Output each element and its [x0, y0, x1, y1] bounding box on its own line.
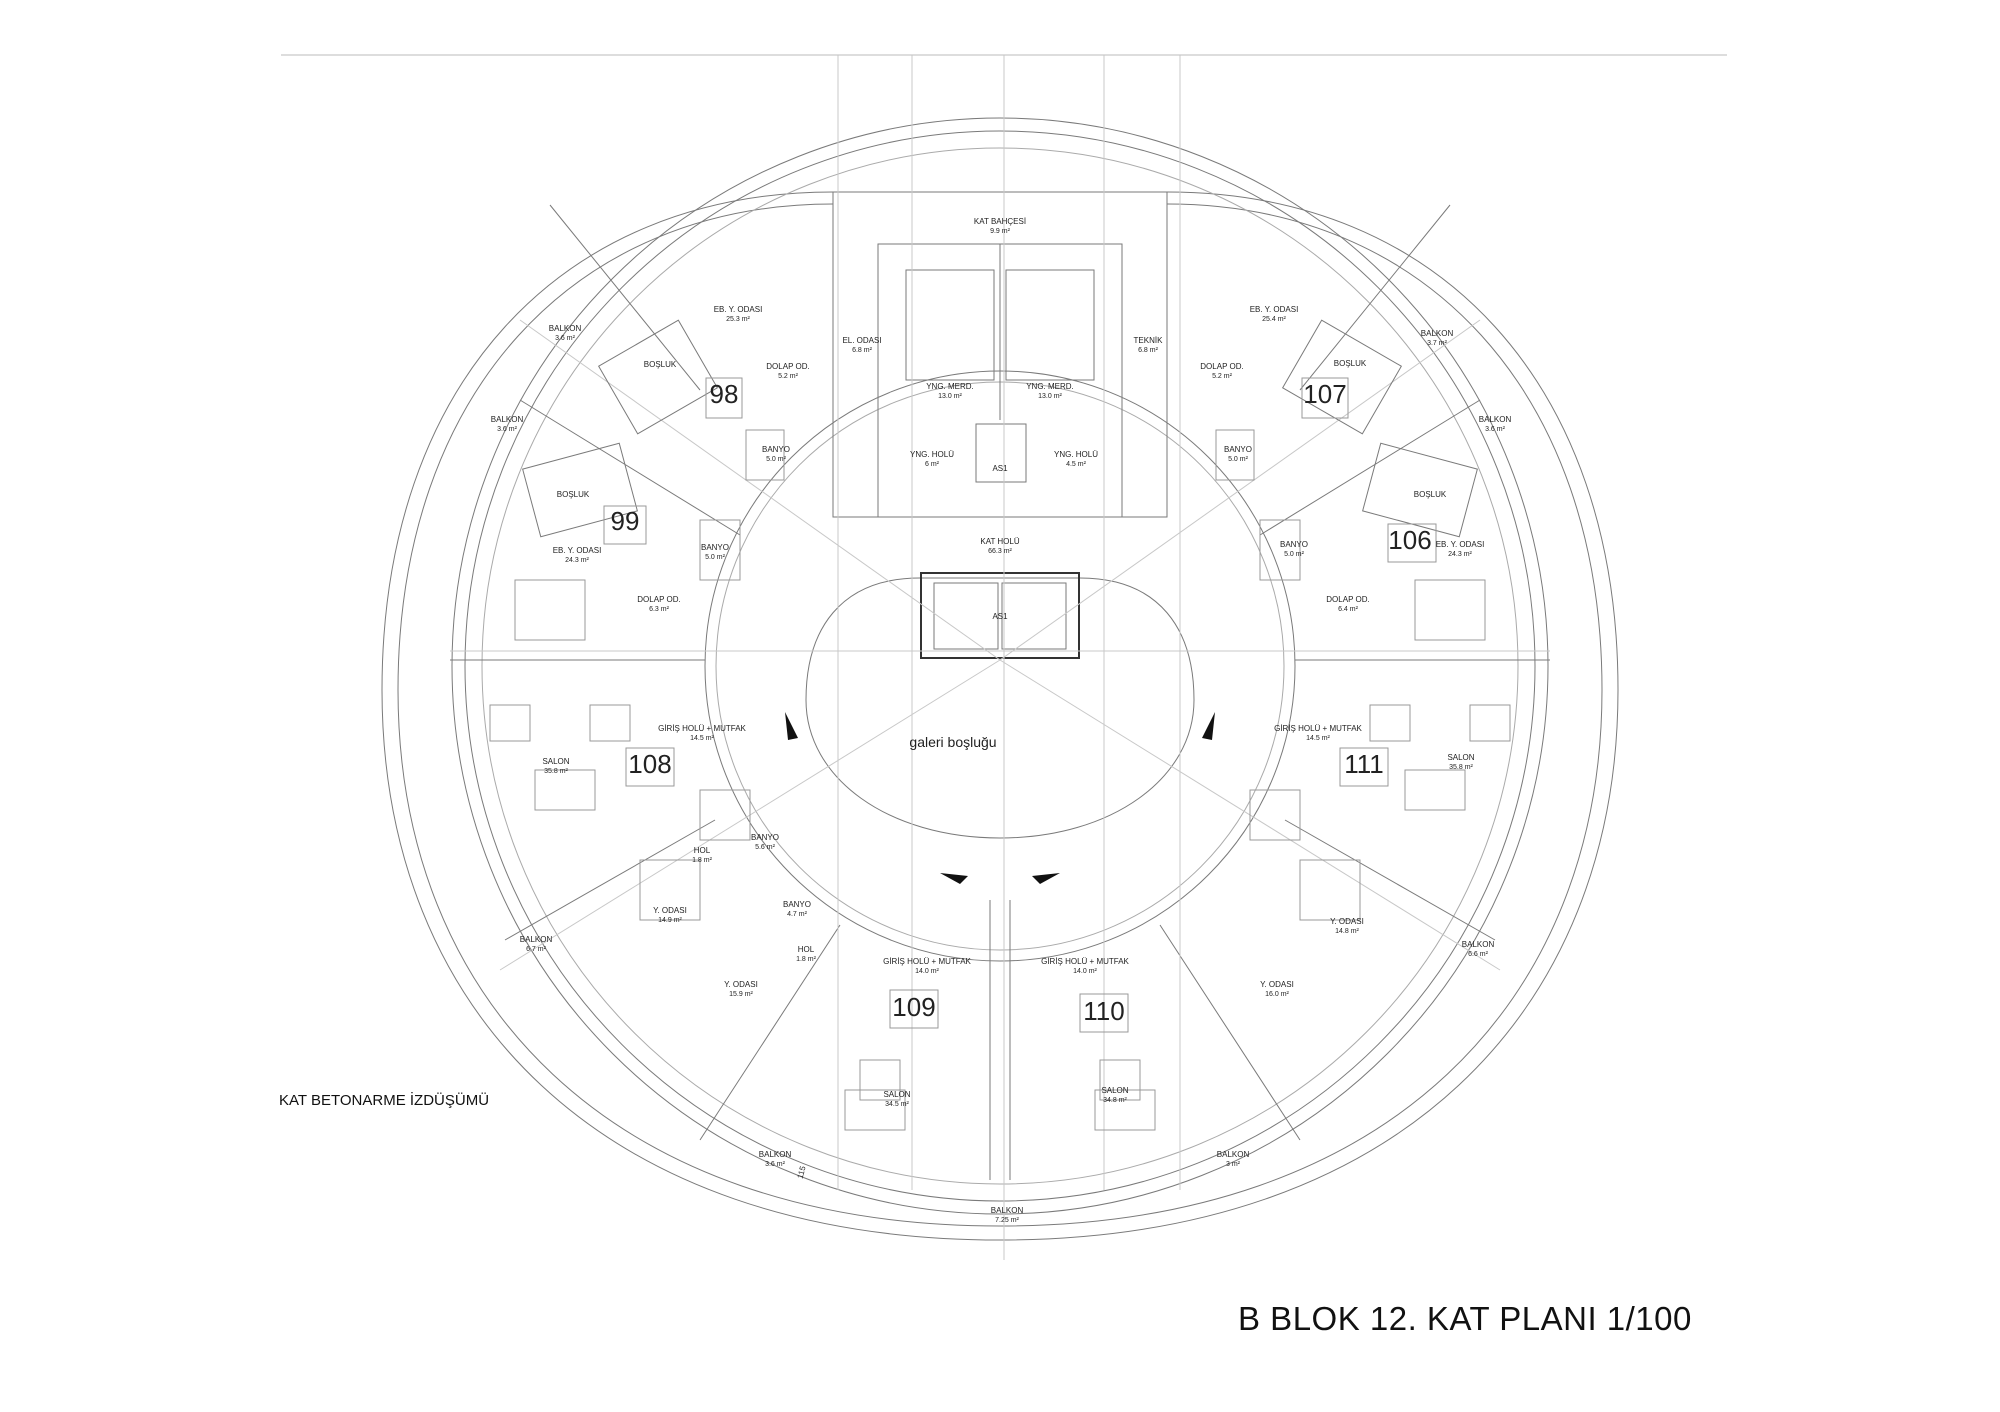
room-label: 14.0 m² [915, 968, 939, 975]
room-label: 16.0 m² [1265, 991, 1289, 998]
room-label: 3.6 m² [1485, 426, 1505, 433]
room-label: 3.6 m² [765, 1161, 785, 1168]
stair-left [906, 270, 994, 380]
room-label: 34.5 m² [885, 1101, 909, 1108]
room-label: EB. Y. ODASI [713, 305, 763, 314]
room-label: 35.8 m² [1449, 764, 1473, 771]
room-label: 6.4 m² [1338, 606, 1358, 613]
room-label: GİRİŞ HOLÜ + MUTFAK [1274, 724, 1362, 733]
label-yng-merd-right: YNG. MERD. [1026, 382, 1074, 391]
elevator-core [976, 424, 1026, 482]
room-label: 24.3 m² [565, 557, 589, 564]
room-label: 5.0 m² [1284, 551, 1304, 558]
label-as1-top: AS1 [992, 464, 1008, 473]
room-label: BALKON [519, 935, 553, 944]
label-gallery: galeri boşluğu [909, 734, 997, 750]
room-label: EB. Y. ODASI [552, 546, 602, 555]
room-label: Y. ODASI [1260, 980, 1294, 989]
room-label: 14.8 m² [1335, 928, 1359, 935]
room-label: 66.3 m² [988, 548, 1012, 555]
room-label: SALON [1101, 1086, 1129, 1095]
room-label: 25.4 m² [1262, 316, 1286, 323]
room-label: 14.5 m² [1306, 735, 1330, 742]
room-label: BALKON [1420, 329, 1454, 338]
unit-number-109: 109 [892, 992, 936, 1022]
unit-number-98: 98 [709, 379, 739, 409]
wall-radial [505, 820, 715, 940]
room-label: 3.6 m² [555, 335, 575, 342]
room-label: BALKON [490, 415, 524, 424]
room-label: 6.7 m² [526, 946, 546, 953]
room-label: 7.25 m² [995, 1217, 1019, 1224]
unit-number-110: 110 [1083, 996, 1125, 1026]
inner-ring [705, 371, 1295, 961]
room-label: BANYO [782, 900, 812, 909]
label-el-odasi: EL. ODASI [842, 336, 882, 345]
void-98 [599, 320, 718, 434]
room-label: BOŞLUK [643, 360, 677, 369]
room-label: BOŞLUK [1333, 359, 1367, 368]
room-label: GİRİŞ HOLÜ + MUTFAK [658, 724, 746, 733]
elevator-car-right [1002, 583, 1066, 649]
drawing-title: B BLOK 12. KAT PLANI 1/100 [1238, 1300, 1692, 1337]
label-kat-holu: KAT HOLÜ [980, 537, 1020, 546]
unit-number-108: 108 [628, 749, 672, 779]
unit-number-111: 111 [1344, 749, 1384, 779]
room-label: Y. ODASI [724, 980, 758, 989]
wall-radial [550, 205, 700, 390]
room-label: 3.6 m² [497, 426, 517, 433]
entry-arrow-icon [940, 873, 968, 884]
room-label: 3 m² [1226, 1161, 1240, 1168]
room-label: BANYO [1279, 540, 1309, 549]
projection-label: KAT BETONARME İZDÜŞÜMÜ [279, 1092, 490, 1109]
room-label: 13.0 m² [938, 393, 962, 400]
room-label: DOLAP OD. [766, 362, 810, 371]
room-label: 5.2 m² [778, 373, 798, 380]
room-label: BOŞLUK [556, 490, 590, 499]
room-label: 5.2 m² [1212, 373, 1232, 380]
room-label: Y. ODASI [1330, 917, 1364, 926]
room-label: BANYO [1223, 445, 1253, 454]
room-label: BOŞLUK [1413, 490, 1447, 499]
elevator-car-left [934, 583, 998, 649]
room-label: SALON [883, 1090, 911, 1099]
room-label: 5.0 m² [1228, 456, 1248, 463]
entry-arrow-icon [1032, 873, 1060, 884]
stair-right [1006, 270, 1094, 380]
entry-arrow-icon [1202, 712, 1215, 740]
room-label: 6.8 m² [852, 347, 872, 354]
room-label: DOLAP OD. [1200, 362, 1244, 371]
room-label: 6.3 m² [649, 606, 669, 613]
room-label: BALKON [1461, 940, 1495, 949]
room-label: HOL [693, 846, 711, 855]
room-label: 6.8 m² [1138, 347, 1158, 354]
room-label: SALON [542, 757, 570, 766]
unit-number-106: 106 [1388, 525, 1432, 555]
room-label: 9.9 m² [990, 228, 1010, 235]
room-label: BALKON [758, 1150, 792, 1159]
label-balkon-bottom: BALKON [990, 1206, 1024, 1215]
wall-radial [1285, 820, 1495, 940]
room-label: BALKON [1478, 415, 1512, 424]
room-label: 14.0 m² [1073, 968, 1097, 975]
room-label: 14.9 m² [658, 917, 682, 924]
room-label: 5.0 m² [766, 456, 786, 463]
unit-number-99: 99 [610, 506, 640, 536]
entry-arrow-icon [785, 712, 798, 740]
room-label: SALON [1447, 753, 1475, 762]
room-label: EB. Y. ODASI [1249, 305, 1299, 314]
room-label: DOLAP OD. [1326, 595, 1370, 604]
room-label: 34.8 m² [1103, 1097, 1127, 1104]
room-label: 35.8 m² [544, 768, 568, 775]
room-label: 13.0 m² [1038, 393, 1062, 400]
unit-number-107: 107 [1303, 379, 1347, 409]
room-label: 4.5 m² [1066, 461, 1086, 468]
room-label: BANYO [750, 833, 780, 842]
void-107 [1283, 320, 1402, 434]
label-yng-merd-left: YNG. MERD. [926, 382, 974, 391]
room-label: BANYO [700, 543, 730, 552]
label-yng-holu-left: YNG. HOLÜ [909, 450, 955, 459]
room-label: 15.9 m² [729, 991, 753, 998]
room-label: HOL [797, 945, 815, 954]
room-label: 1.8 m² [796, 956, 816, 963]
room-label: EB. Y. ODASI [1435, 540, 1485, 549]
wall-radial [1300, 205, 1450, 390]
room-label: 5.0 m² [705, 554, 725, 561]
room-label: BALKON [1216, 1150, 1250, 1159]
room-label: 6 m² [925, 461, 939, 468]
room-label: Y. ODASI [653, 906, 687, 915]
wall-radial [1160, 925, 1300, 1140]
room-label: BALKON [548, 324, 582, 333]
room-label: 1.8 m² [692, 857, 712, 864]
room-label: GİRİŞ HOLÜ + MUTFAK [1041, 957, 1129, 966]
room-label: 25.3 m² [726, 316, 750, 323]
room-label: 24.3 m² [1448, 551, 1472, 558]
room-label: GİRİŞ HOLÜ + MUTFAK [883, 957, 971, 966]
room-label: 14.5 m² [690, 735, 714, 742]
room-label: 5.6 m² [755, 844, 775, 851]
label-kat-bahcesi: KAT BAHÇESİ [973, 217, 1027, 226]
room-label: 3.7 m² [1427, 340, 1447, 347]
label-as1-bottom: AS1 [992, 612, 1008, 621]
label-yng-holu-right: YNG. HOLÜ [1053, 450, 1099, 459]
room-label: BANYO [761, 445, 791, 454]
room-label: DOLAP OD. [637, 595, 681, 604]
room-label: 4.7 m² [787, 911, 807, 918]
wall-radial [700, 925, 840, 1140]
room-label: 6.6 m² [1468, 951, 1488, 958]
dimension-115: 115 [795, 1165, 808, 1180]
label-teknik: TEKNİK [1133, 336, 1163, 345]
